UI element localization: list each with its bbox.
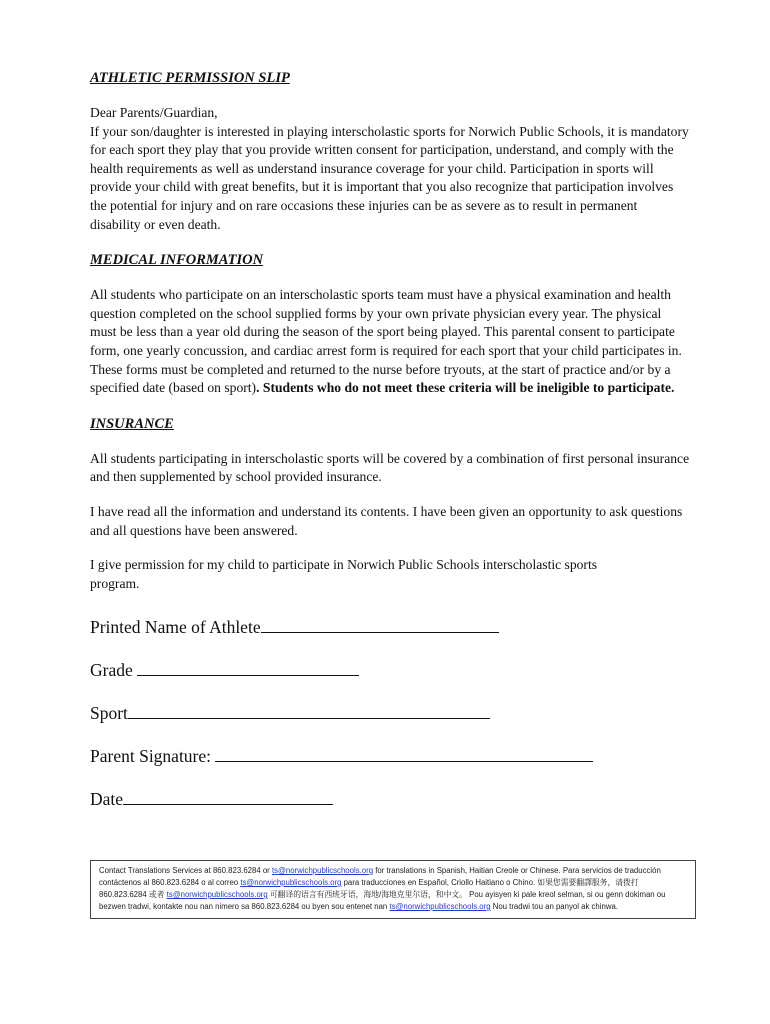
sport-line[interactable]	[128, 702, 490, 719]
grade-line[interactable]	[137, 659, 359, 676]
medical-warning: . Students who do not meet these criteria will be ineligible to participate.	[256, 380, 675, 396]
notice-email-link[interactable]: ts@norwichpublicschools.org	[166, 890, 268, 899]
grade-label: Grade	[90, 660, 133, 681]
athlete-name-label: Printed Name of Athlete	[90, 617, 261, 638]
insurance-heading: INSURANCE	[90, 415, 174, 432]
notice-text-5: Nou tradwi tou an panyol ak chinwa.	[490, 902, 618, 911]
date-field	[90, 787, 690, 811]
sport-label: Sport	[90, 703, 128, 724]
notice-text-1: Contact Translations Services at 860.823.6284 or	[99, 866, 272, 875]
notice-email-link[interactable]: ts@norwichpublicschools.org	[271, 866, 374, 875]
permission-slip	[90, 68, 690, 811]
insurance-paragraph: All students participating in interscholastic sports will be covered by a combination of first personal insurance and then supplemented by school provided insurance.	[90, 450, 690, 485]
acknowledgement-paragraph: I have read all the information and understand its contents. I have been given an opportunity to ask questions and all questions have been answered.	[90, 503, 683, 538]
grade-field	[90, 658, 690, 682]
intro-paragraph: If your son/daughter is interested in playing interscholastic sports for Norwich Public Schools, it is mandatory for each sport they play that you provide written consent for participation, understand, and comply with the health requirements as well as understand insurance coverage for your child. Participation in sports will provide your child with great benefits, but it is important that you also recognize that participation involves the potential for injury and on rare occasions these injuries can be as severe as to result in permanent disability or even death.	[90, 123, 689, 232]
notice-text-4: 可翻译的语言有西班牙语，海地/海地克里尔语，和中文。 Pou ayisyen ki pale kreol selman, si ou genn dokiman ou bezwen tradwi, kontakte nou nan nimero sa 860.823.6284 ou byen sou entenet nan	[99, 890, 666, 911]
translation-notice	[90, 860, 696, 919]
athlete-name-field	[90, 615, 690, 639]
medical-heading: MEDICAL INFORMATION	[90, 252, 264, 269]
athlete-name-line[interactable]	[261, 616, 499, 633]
notice-text-3: para traducciones en Español, Criollo Haitiano o Chino. 如果您需要翻譯服务，请拨打 860.823.6284 或者	[99, 878, 639, 899]
parent-signature-label: Parent Signature:	[90, 746, 212, 767]
date-line[interactable]	[123, 788, 333, 805]
sport-field	[90, 701, 690, 725]
parent-signature-line[interactable]	[215, 745, 593, 762]
notice-text-2: for translations in Spanish, Haitian Creole or Chinese. Para servicios de traducción contáctenos al 860.823.6284 o al correo	[99, 866, 661, 887]
document-title: ATHLETIC PERMISSION SLIP	[90, 70, 290, 86]
date-label: Date	[90, 789, 124, 810]
medical-text: All students who participate on an interscholastic sports team must have a physical examination and health question completed on the school supplied forms by your own private physician every year. The physical must be less than a year old during the season of the sport being played. This parental consent to participate form, one yearly concussion, and cardiac arrest form is required for each sport that your child participates in. These forms must be completed and returned to the nurse before tryouts, at the start of practice and/or by a specified date (based on sport)	[90, 287, 682, 396]
notice-email-link[interactable]: ts@norwichpublicschools.org	[389, 902, 491, 911]
medical-paragraph	[90, 286, 690, 398]
notice-email-link[interactable]: ts@norwichpublicschools.org	[240, 878, 342, 887]
parent-signature-field	[90, 744, 690, 768]
permission-paragraph: I give permission for my child to participate in Norwich Public Schools interscholastic sports program.	[90, 557, 598, 591]
salutation: Dear Parents/Guardian,	[90, 105, 218, 120]
